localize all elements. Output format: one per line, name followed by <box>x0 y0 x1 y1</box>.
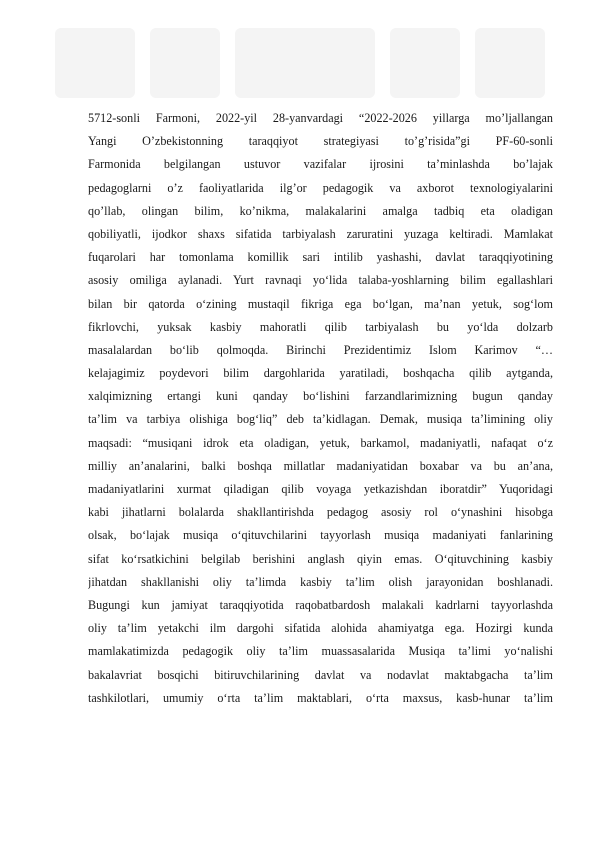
text-line: bilan bir qatorda o‘zining mustaqil fikriga ega bo‘lgan, ma’nan yetuk, sog‘lom <box>88 296 553 311</box>
text-line: kelajagimiz poydevori bilim dargohlarida yaratiladi, boshqacha qilib aytganda, <box>88 366 553 381</box>
document-body <box>88 107 553 710</box>
text-line: bakalavriat bosqichi bitiruvchilarining davlat va nodavlat maktabgacha ta’lim <box>88 667 553 682</box>
text-line: madaniyatlarini xurmat qiladigan qilib voyaga yetkazishdan iboratdir” Yuqoridagi <box>88 482 553 496</box>
text-line: mamlakatimizda pedagogik oliy ta’lim muassasalarida Musiqa ta’limi yo‘nalishi <box>88 644 553 659</box>
text-line: fikrlovchi, yuksak kasbiy mahoratli qilib tarbiyalash bu yo‘lda dolzarb <box>88 319 553 334</box>
watermark-glyph-2 <box>150 28 220 98</box>
text-line: milliy an’analarini, balki boshqa millatlar madaniyatidan boxabar va bu an’ana, <box>88 458 553 473</box>
text-line: qobiliyatli, ijodkor shaxs sifatida tarbiyalash zaruratini yuzaga keltiradi. Mamlakat <box>88 226 553 241</box>
watermark-glyph-3 <box>235 28 375 98</box>
text-line: jihatdan shakllanishi oliy ta’limda kasbiy ta’lim olish jarayonidan boshlanadi. <box>88 574 553 589</box>
text-line: Farmonida belgilangan ustuvor vazifalar ijrosini ta’minlashda bo’lajak <box>88 157 553 172</box>
text-line: 5712-sonli Farmoni, 2022-yil 28-yanvardagi “2022-2026 yillarga mo’ljallangan <box>88 111 553 125</box>
text-line: asosiy omiliga aylanadi. Yurt ravnaqi yo‘lida talaba-yoshlarning bilim egallashlari <box>88 273 553 288</box>
watermark-glyph-left <box>55 28 135 98</box>
text-line: ta’lim va tarbiya olishiga bog‘liq” deb ta’kidlagan. Demak, musiqa ta’limining oliy <box>88 412 553 427</box>
text-line: sifat ko‘rsatkichini belgilab berishini anglash qiyin emas. O‘qituvchining kasbiy <box>88 551 553 566</box>
text-line: xalqimizning ertangi kuni qanday bo‘lishini farzandlarimizning bugun qanday <box>88 389 553 404</box>
text-line: qo’llab, olingan bilim, ko’nikma, malakalarini amalga tadbiq eta oladigan <box>88 203 553 218</box>
watermark-glyph-right <box>475 28 545 98</box>
text-line: maqsadi: “musiqani idrok eta oladigan, yetuk, barkamol, madaniyatli, nafaqat o‘z <box>88 435 553 450</box>
text-line: oliy ta’lim yetakchi ilm dargohi sifatida alohida ahamiyatga ega. Hozirgi kunda <box>88 621 553 636</box>
text-line: fuqarolari har tomonlama komillik sari intilib yashashi, davlat taraqqiyotining <box>88 250 553 265</box>
text-line: Bugungi kun jamiyat taraqqiyotida raqobatbardosh malakali kadrlarni tayyorlashda <box>88 597 553 612</box>
text-line: pedagoglarni o’z faoliyatlarida ilg’or pedagogik va axborot texnologiyalarini <box>88 180 553 195</box>
text-line: tashkilotlari, umumiy o‘rta ta’lim maktablari, o‘rta maxsus, kasb-hunar ta’lim <box>88 690 553 705</box>
text-line: olsak, bo‘lajak musiqa o‘qituvchilarini tayyorlash musiqa madaniyati fanlarining <box>88 528 553 543</box>
text-line: Yangi O’zbekistonning taraqqiyot strategiyasi to’g’risida”gi PF-60-sonli <box>88 134 553 149</box>
text-line: masalalardan bo‘lib qolmoqda. Birinchi Prezidentimiz Islom Karimov “… <box>88 342 553 357</box>
text-line: kabi jihatlarni bolalarda shakllantirishda pedagog asosiy rol o‘ynashini hisobga <box>88 505 553 520</box>
watermark-glyph-4 <box>390 28 460 98</box>
